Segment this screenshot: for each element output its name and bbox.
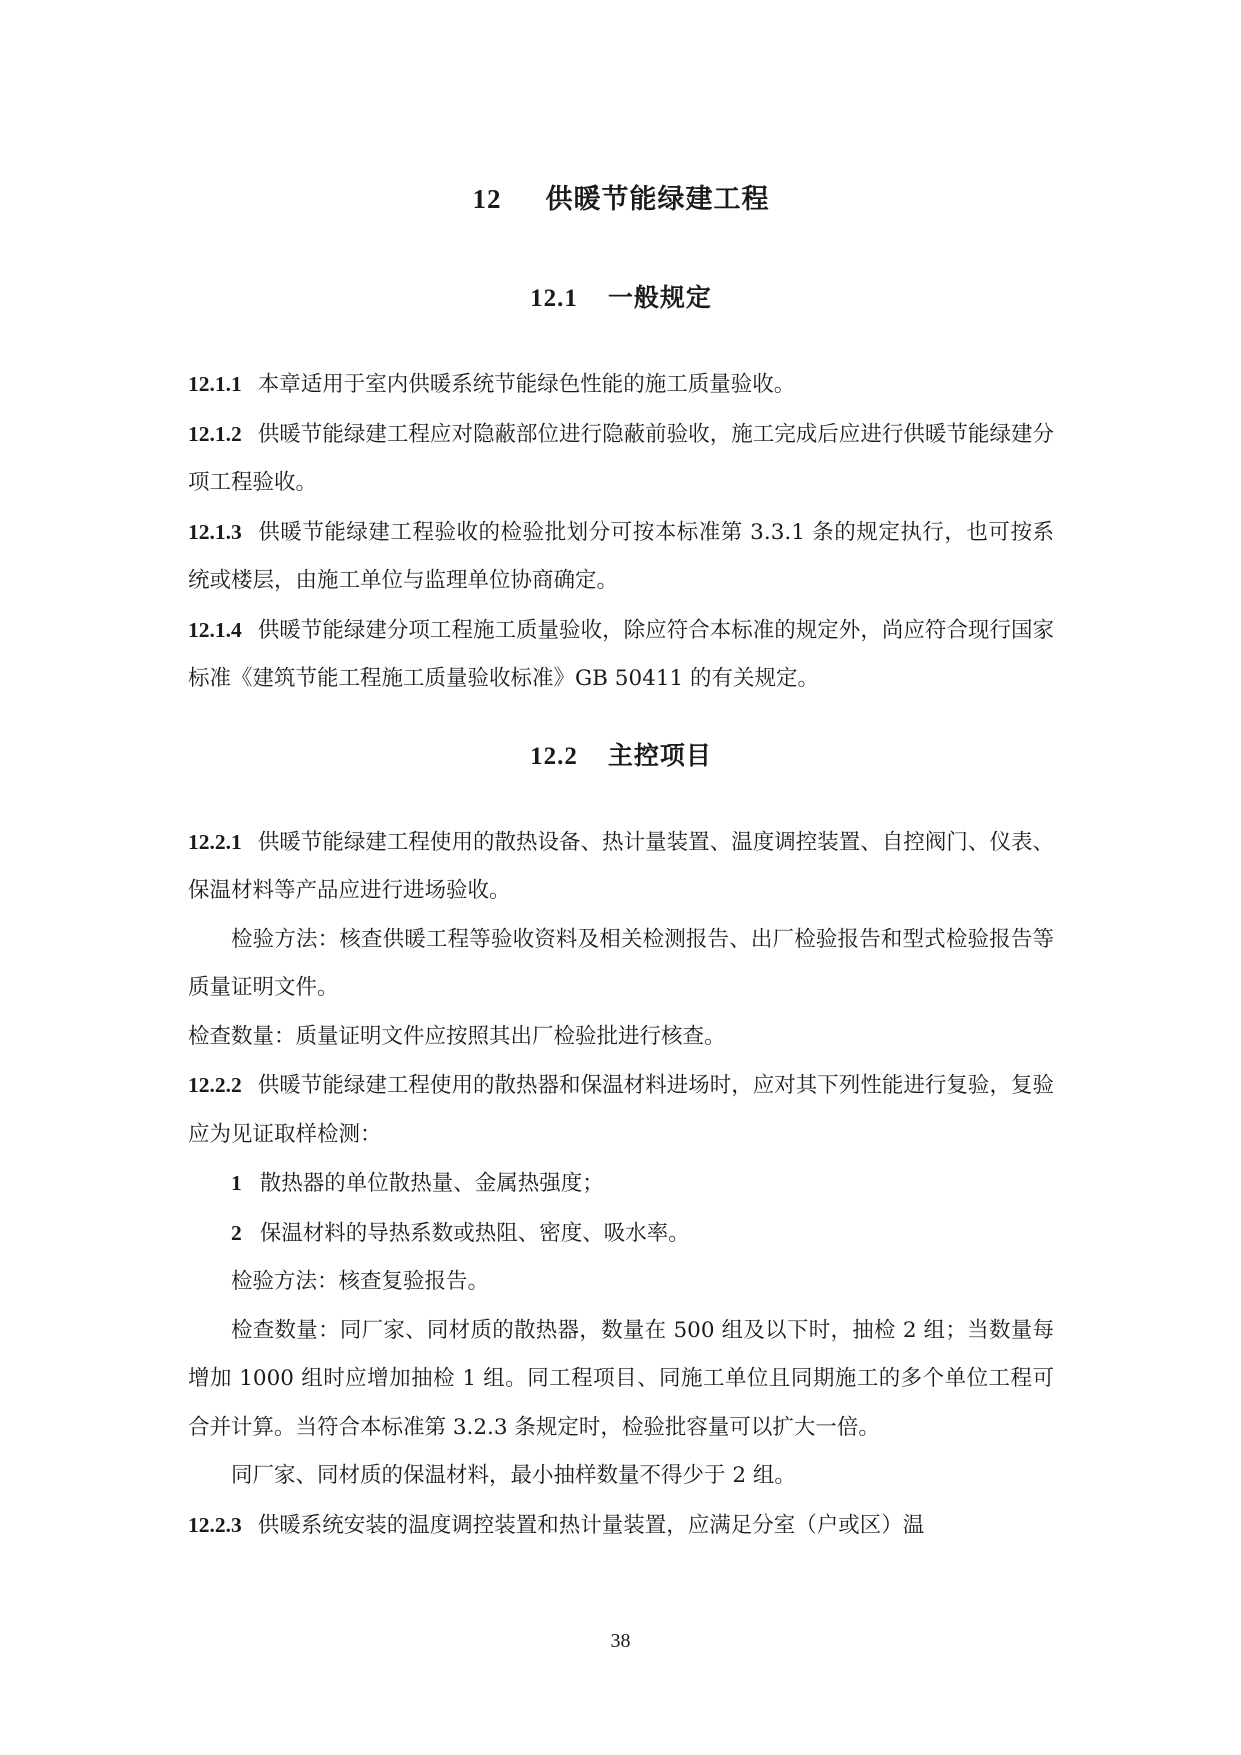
inspection-method: 检验方法：核查供暖工程等验收资料及相关检测报告、出厂检验报告和型式检验报告等质量证明文件。 — [188, 926, 1054, 1000]
clause-number: 12.2.2 — [188, 1073, 242, 1097]
list-item — [188, 1209, 1054, 1259]
inspection-quantity-2: 同厂家、同材质的保温材料，最小抽样数量不得少于 2 组。 — [231, 1463, 796, 1488]
list-item-number: 2 — [231, 1220, 242, 1245]
list-item — [188, 1159, 1054, 1209]
page-content — [188, 150, 1054, 1550]
clause-12-1-3 — [188, 508, 1054, 606]
clause-number: 12.2.1 — [188, 829, 242, 854]
inspection-quantity: 检查数量：同厂家、同材质的散热器，数量在 500 组及以下时，抽检 2 组；当数量每增加 1000 组时应增加抽检 1 组。同工程项目、同施工单位且同期施工的多个单位工程可合并计算。当符合本标准第 3.2.3 条规定时，检验批容量可以扩大一倍。 — [188, 1317, 1054, 1440]
clause-12-2-3 — [188, 1501, 1054, 1551]
chapter-title-text: 供暖节能绿建工程 — [545, 184, 770, 215]
inspection-method: 检验方法：核查复验报告。 — [231, 1269, 490, 1294]
clause-number: 12.2.3 — [188, 1512, 242, 1537]
section-title-text: 主控项目 — [607, 740, 712, 770]
page-number: 38 — [610, 1630, 631, 1652]
clause-number: 12.1.4 — [188, 617, 242, 642]
chapter-number: 12 — [472, 184, 502, 214]
inspection-quantity: 检查数量：质量证明文件应按照其出厂检验批进行核查。 — [188, 1023, 726, 1049]
clause-number: 12.1.3 — [188, 519, 242, 544]
clause-12-2-1 — [188, 818, 1054, 916]
clause-12-1-4 — [188, 606, 1054, 704]
clause-text: 供暖节能绿建工程验收的检验批划分可按本标准第 3.3.1 条的规定执行，也可按系统或楼层，由施工单位与监理单位协商确定。 — [188, 519, 1054, 593]
section-title-12-1 — [188, 274, 1054, 322]
section-number: 12.2 — [530, 742, 578, 770]
section-title-text: 一般规定 — [607, 283, 712, 312]
clause-text: 供暖节能绿建工程使用的散热器和保温材料进场时，应对其下列性能进行复验，复验应为见证取样检测： — [188, 1073, 1054, 1147]
list-item-number: 1 — [231, 1171, 242, 1195]
clause-text: 本章适用于室内供暖系统节能绿色性能的施工质量验收。 — [257, 372, 796, 397]
clause-number: 12.1.2 — [188, 421, 242, 446]
clause-number: 12.1.1 — [188, 372, 242, 396]
clause-12-1-1 — [188, 360, 1054, 410]
clause-text: 供暖节能绿建分项工程施工质量验收，除应符合本标准的规定外，尚应符合现行国家标准《建筑节能工程施工质量验收标准》GB 50411 的有关规定。 — [188, 617, 1054, 691]
section-title-12-2 — [188, 732, 1054, 780]
clause-12-1-2 — [188, 410, 1054, 508]
clause-12-2-2 — [188, 1061, 1054, 1159]
section-number: 12.1 — [530, 285, 578, 312]
clause-text: 供暖系统安装的温度调控装置和热计量装置，应满足分室（户或区）温 — [257, 1512, 925, 1538]
chapter-title — [188, 168, 1054, 230]
clause-text: 供暖节能绿建工程应对隐蔽部位进行隐蔽前验收，施工完成后应进行供暖节能绿建分项工程验收。 — [188, 421, 1054, 495]
clause-text: 供暖节能绿建工程使用的散热设备、热计量装置、温度调控装置、自控阀门、仪表、保温材料等产品应进行进场验收。 — [188, 829, 1054, 903]
list-item-text: 散热器的单位散热量、金属热强度； — [259, 1171, 604, 1196]
list-item-text: 保温材料的导热系数或热阻、密度、吸水率。 — [259, 1220, 690, 1246]
